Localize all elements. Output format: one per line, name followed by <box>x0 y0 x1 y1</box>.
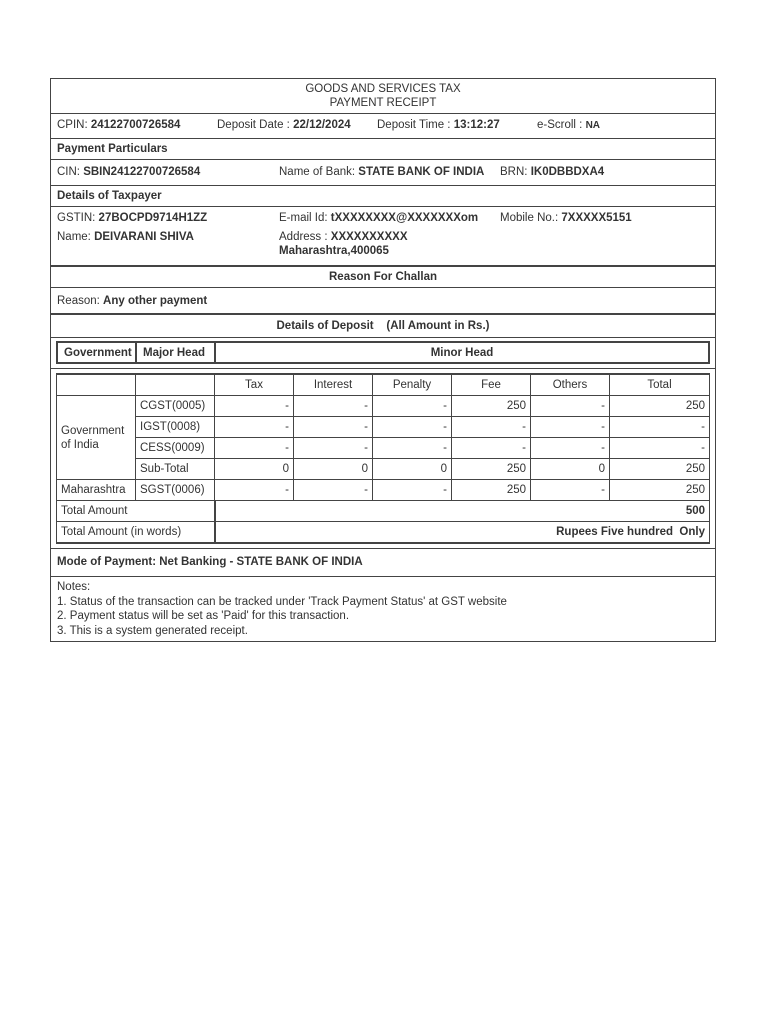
minor-head: Minor Head <box>215 342 709 363</box>
brn: BRN: IK0DBBDXA4 <box>500 166 605 178</box>
email: E-mail Id: tXXXXXXXX@XXXXXXXom <box>279 212 479 224</box>
reason-value: Any other payment <box>103 295 208 307</box>
amount-cell: - <box>373 396 452 417</box>
amount-cell: - <box>610 438 710 459</box>
cpin: CPIN: 24122700726584 <box>57 119 181 131</box>
deposit-heading: Details of Deposit (All Amount in Rs.) <box>51 315 715 338</box>
major-head-cell: CESS(0009) <box>136 438 215 459</box>
heads-section <box>51 338 715 369</box>
amount-cell: - <box>531 438 610 459</box>
col-total: Total <box>610 374 710 396</box>
major-head: Major Head <box>136 342 215 363</box>
amount-cell: - <box>215 480 294 501</box>
amount-cell: - <box>452 417 531 438</box>
amount-cell: 0 <box>294 459 373 480</box>
amount-cell: - <box>294 396 373 417</box>
amount-cell: - <box>294 438 373 459</box>
deposit-date: Deposit Date : 22/12/2024 <box>217 119 351 131</box>
payment-particulars-heading: Payment Particulars <box>51 139 715 160</box>
reason-row <box>51 288 715 315</box>
amount-cell: 250 <box>610 459 710 480</box>
blank-cell <box>136 374 215 396</box>
amount-cell: - <box>294 480 373 501</box>
amount-cell: 250 <box>452 480 531 501</box>
amount-cell: - <box>215 396 294 417</box>
amount-cell: - <box>610 417 710 438</box>
amount-cell: 0 <box>531 459 610 480</box>
cin-row <box>51 160 715 186</box>
amount-cell: - <box>373 480 452 501</box>
gstin: GSTIN: 27BOCPD9714H1ZZ <box>57 212 208 224</box>
amount-cell: - <box>531 396 610 417</box>
address: Address : XXXXXXXXXX <box>279 231 408 243</box>
amount-cell: 250 <box>452 396 531 417</box>
amount-cell: 0 <box>215 459 294 480</box>
table-row <box>57 480 710 501</box>
title-line-1: GOODS AND SERVICES TAX <box>305 83 461 95</box>
state-government-cell: Maharashtra <box>57 480 136 501</box>
note-item: 3. This is a system generated receipt. <box>57 624 248 637</box>
deposit-time: Deposit Time : 13:12:27 <box>377 119 500 131</box>
taxpayer-name: Name: DEIVARANI SHIVA <box>57 231 194 243</box>
title-line-2: PAYMENT RECEIPT <box>329 97 437 109</box>
bank-name: Name of Bank: STATE BANK OF INDIA <box>279 166 485 178</box>
amount-cell: - <box>215 417 294 438</box>
column-header-row <box>57 374 710 396</box>
total-amount-row <box>57 501 710 522</box>
mode-label: Mode of Payment: <box>57 556 157 568</box>
deposit-table <box>56 373 710 544</box>
amount-cell: - <box>215 438 294 459</box>
amount-cell: - <box>531 417 610 438</box>
col-penalty: Penalty <box>373 374 452 396</box>
col-fee: Fee <box>452 374 531 396</box>
mode-of-payment <box>51 549 715 577</box>
amount-cell: - <box>452 438 531 459</box>
address-line-2: Maharashtra,400065 <box>279 245 389 257</box>
amount-cell: - <box>373 417 452 438</box>
blank-cell <box>57 374 136 396</box>
col-others: Others <box>531 374 610 396</box>
amount-cell: - <box>373 438 452 459</box>
total-amount-label: Total Amount <box>57 501 215 522</box>
major-head-cell: IGST(0008) <box>136 417 215 438</box>
table-row <box>57 396 710 417</box>
total-words-label: Total Amount (in words) <box>57 522 215 544</box>
deposit-table-section <box>51 369 715 549</box>
amount-cell: 250 <box>452 459 531 480</box>
reason-label: Reason: <box>57 295 100 307</box>
amount-cell: - <box>531 480 610 501</box>
notes <box>51 577 715 641</box>
col-tax: Tax <box>215 374 294 396</box>
table-row <box>57 459 710 480</box>
amount-cell: 250 <box>610 396 710 417</box>
major-head-cell: SGST(0006) <box>136 480 215 501</box>
amount-cell: 0 <box>373 459 452 480</box>
major-head-cell: Sub-Total <box>136 459 215 480</box>
total-words-value: Rupees Five hundred Only <box>215 522 710 544</box>
amount-cell: 250 <box>610 480 710 501</box>
mode-value: Net Banking - STATE BANK OF INDIA <box>159 556 363 568</box>
government-head: Government <box>57 342 136 363</box>
mobile: Mobile No.: 7XXXXX5151 <box>500 212 632 224</box>
notes-heading: Notes: <box>57 581 91 593</box>
major-head-cell: CGST(0005) <box>136 396 215 417</box>
col-interest: Interest <box>294 374 373 396</box>
table-row <box>57 438 710 459</box>
cpin-row <box>51 114 715 139</box>
heads-table <box>56 341 710 364</box>
government-of-india: Government of India <box>57 396 136 480</box>
cin: CIN: SBIN24122700726584 <box>57 166 201 178</box>
e-scroll: e-Scroll : NA <box>537 119 601 131</box>
total-amount-value: 500 <box>215 501 710 522</box>
taxpayer-heading: Details of Taxpayer <box>51 186 715 207</box>
note-item: 1. Status of the transaction can be tracked under 'Track Payment Status' at GST website <box>57 595 507 608</box>
total-words-row <box>57 522 710 544</box>
taxpayer-details <box>51 207 715 267</box>
reason-heading: Reason For Challan <box>51 267 715 288</box>
note-item: 2. Payment status will be set as 'Paid' for this transaction. <box>57 610 350 622</box>
amount-cell: - <box>294 417 373 438</box>
table-row <box>57 417 710 438</box>
receipt-title <box>51 79 715 114</box>
payment-receipt <box>50 78 716 642</box>
